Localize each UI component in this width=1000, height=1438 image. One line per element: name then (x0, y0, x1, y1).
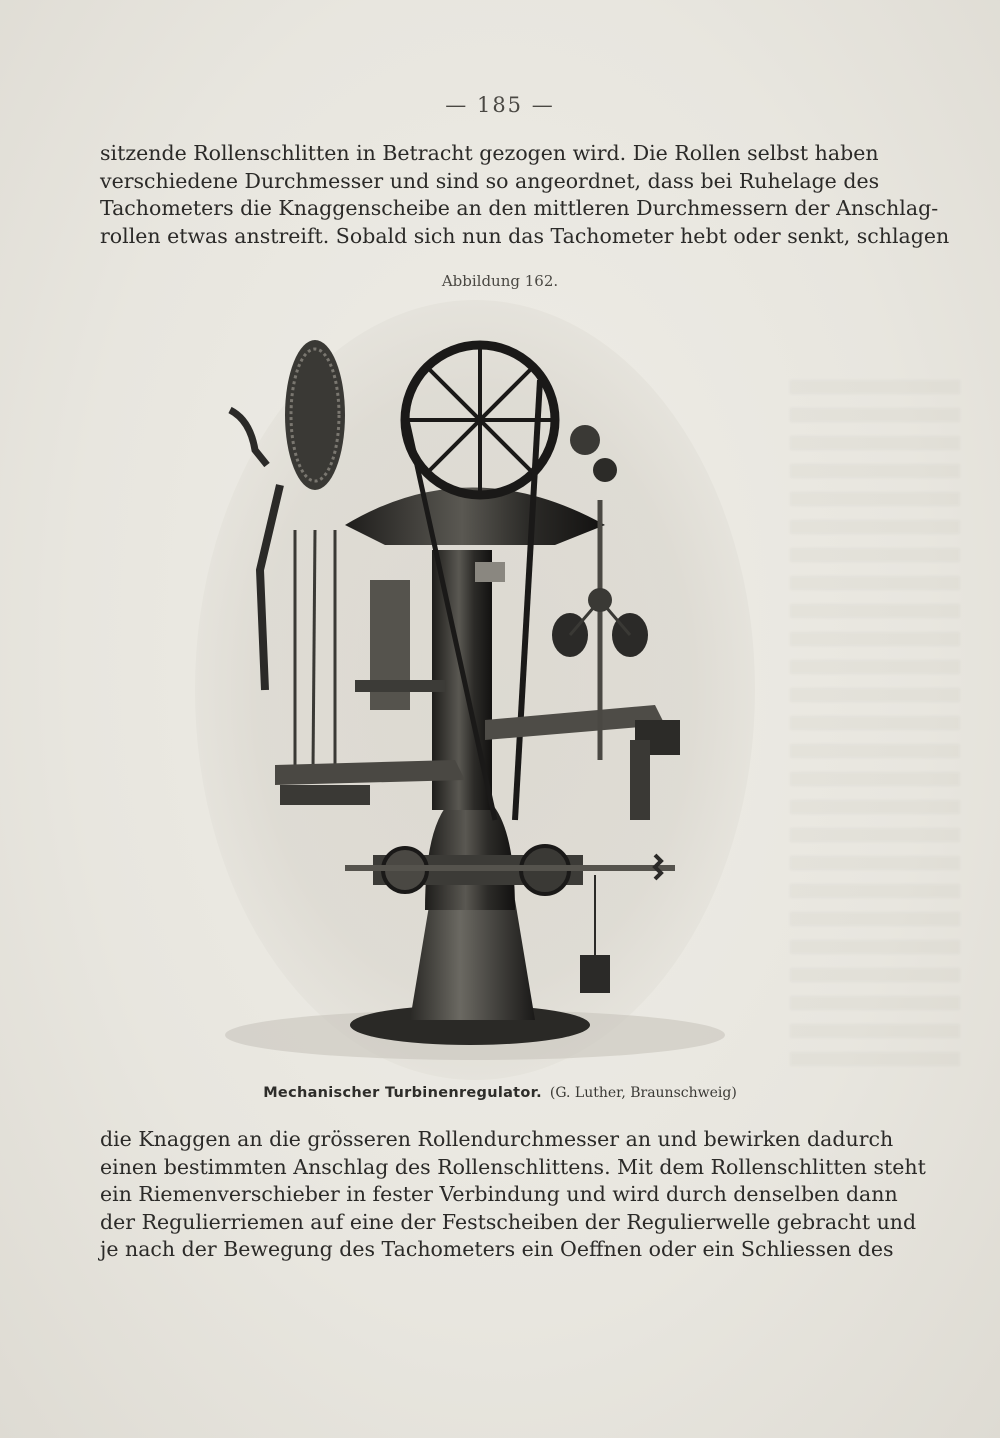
caption-credit: (G. Luther, Braunschweig) (549, 1085, 737, 1101)
text-line: ein Riemenverschieber in fester Verbindung und wird durch denselben dann (100, 1182, 898, 1206)
text-line: der Regulierriemen auf eine der Festscheiben der Regulierwelle gebracht und (100, 1209, 917, 1234)
bleed-through-shadow (790, 380, 960, 1080)
top-paragraph (100, 140, 950, 250)
text-line: die Knaggen an die grösseren Rollendurchmesser an und bewirken dadurch (100, 1127, 894, 1151)
text-line: einen bestimmten Anschlag des Rollenschlittens. Mit dem Rollenschlitten steht (100, 1154, 926, 1179)
page-number: — 185 — (445, 93, 555, 117)
text-line: Tachometers die Knaggenscheibe an den mittleren Durchmessern der Anschlag- (100, 196, 939, 220)
text-line: sitzende Rollenschlitten in Betracht gezogen wird. Die Rollen selbst haben (100, 141, 879, 165)
text-line: verschiedene Durchmesser und sind so angeordnet, dass bei Ruhelage des (100, 168, 880, 193)
text-line: je nach der Bewegung des Tachometers ein Oeffnen oder ein Schliessen des (100, 1237, 894, 1261)
machine-photograph (195, 300, 755, 1075)
figure-caption (0, 1085, 1000, 1101)
caption-title: Mechanischer Turbinenregulator. (263, 1085, 542, 1101)
text-line: rollen etwas anstreift. Sobald sich nun das Tachometer hebt oder senkt, schlagen (100, 223, 950, 248)
figure-label: Abbildung 162. (441, 272, 559, 290)
bottom-paragraph (100, 1126, 926, 1264)
